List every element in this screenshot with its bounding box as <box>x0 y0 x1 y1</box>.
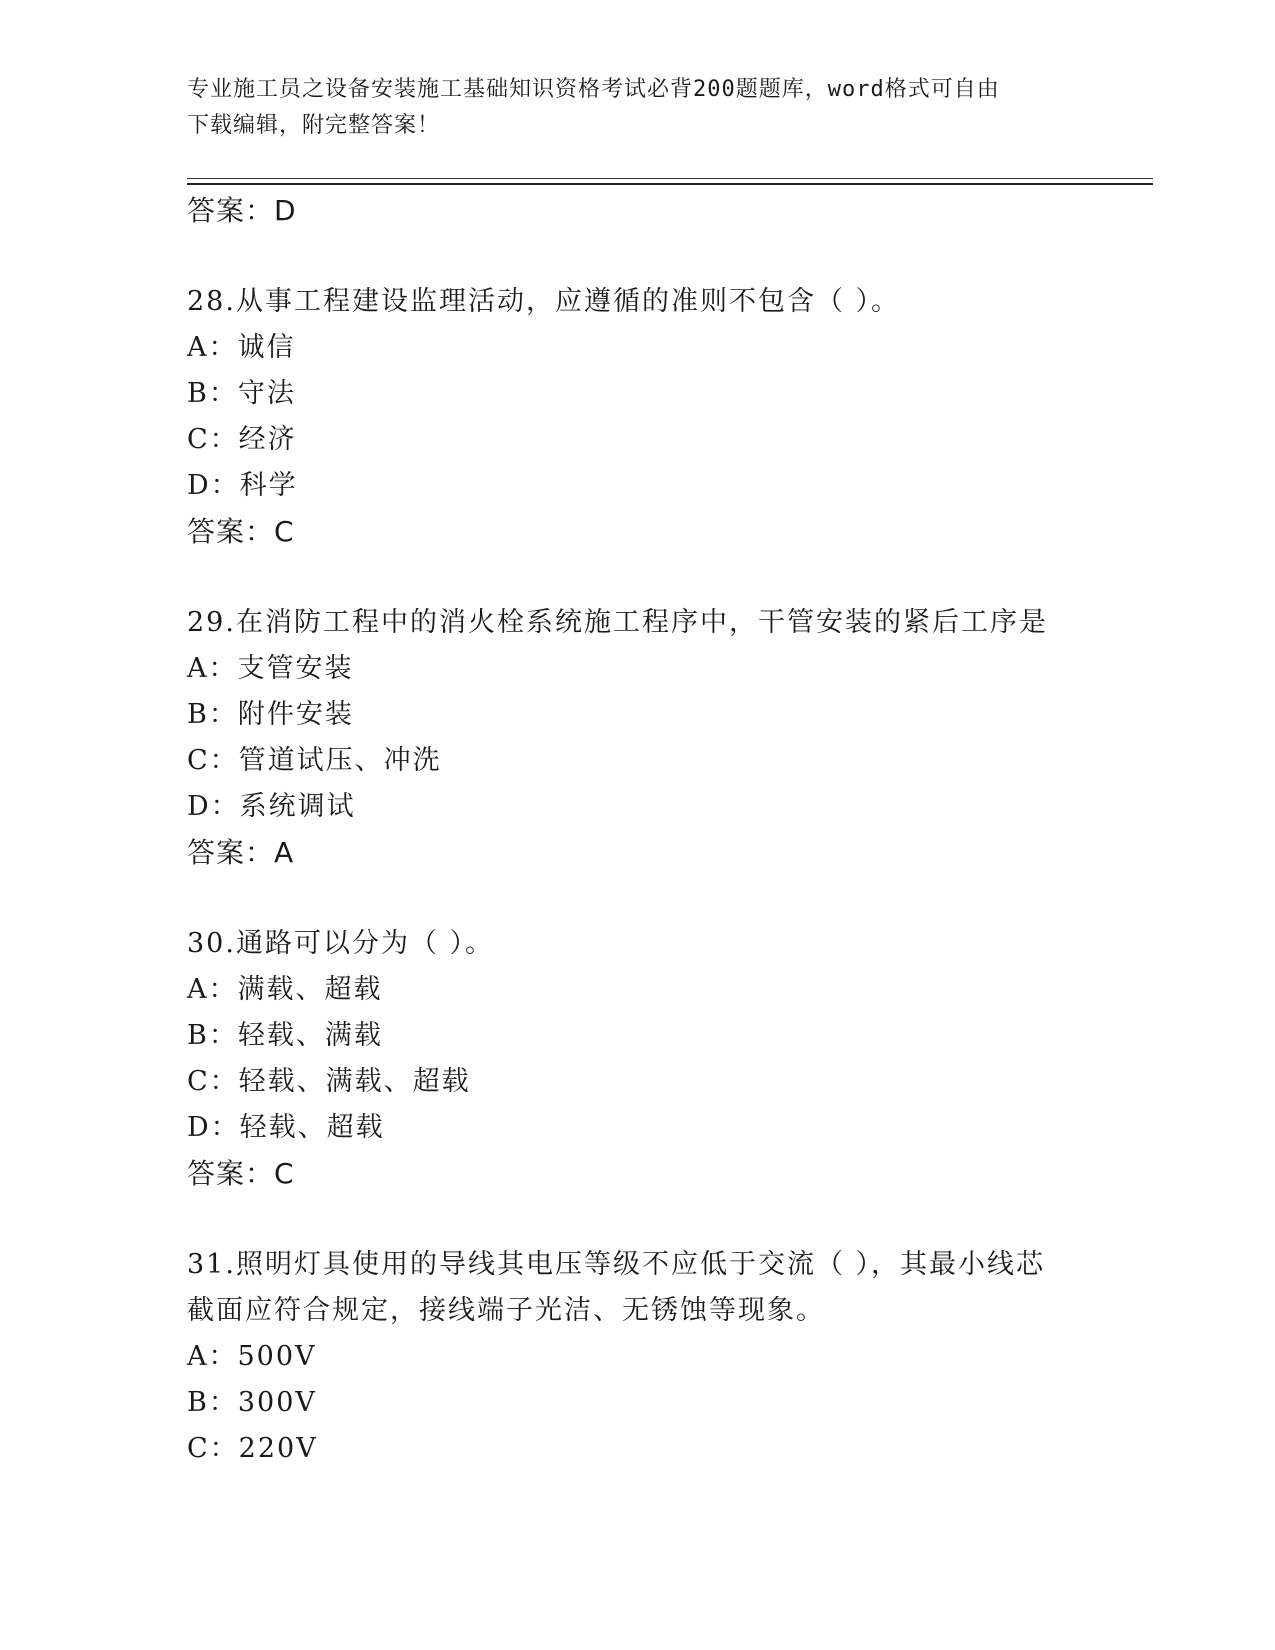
spacer <box>187 234 1147 279</box>
question-list <box>187 188 1147 1472</box>
question-text: 31.照明灯具使用的导线其电压等级不应低于交流（ ），其最小线芯 <box>187 1249 1046 1280</box>
option-a: A：诚信 <box>187 332 296 363</box>
previous-answer: 答案：D <box>187 194 297 227</box>
header-line-2: 下载编辑，附完整答案！ <box>187 113 441 138</box>
question-block <box>187 600 1147 876</box>
question-text: 29.在消防工程中的消火栓系统施工程序中，干管安装的紧后工序是 <box>187 607 1048 638</box>
question-text: 28.从事工程建设监理活动，应遵循的准则不包含（ ）。 <box>187 286 901 317</box>
option-b: B：附件安装 <box>187 699 354 730</box>
option-b: B：300V <box>187 1387 317 1418</box>
option-b: B：轻载、满载 <box>187 1020 383 1051</box>
spacer <box>187 555 1147 600</box>
option-d: D：系统调试 <box>187 791 356 822</box>
header-divider-thick <box>187 183 1153 185</box>
option-a: A：满载、超载 <box>187 974 383 1005</box>
option-b: B：守法 <box>187 378 296 409</box>
option-a: A：500V <box>187 1341 317 1372</box>
option-c: C：经济 <box>187 424 297 455</box>
question-text: 30.通路可以分为（ ）。 <box>187 928 495 959</box>
option-c: C：管道试压、冲洗 <box>187 745 442 776</box>
answer-line: 答案：C <box>187 515 295 548</box>
answer-line: 答案：A <box>187 836 295 869</box>
option-d: D：科学 <box>187 470 298 501</box>
question-block <box>187 1242 1147 1472</box>
option-c: C：220V <box>187 1433 318 1464</box>
spacer <box>187 876 1147 921</box>
option-d: D：轻载、超载 <box>187 1112 385 1143</box>
option-a: A：支管安装 <box>187 653 354 684</box>
answer-line: 答案：C <box>187 1157 295 1190</box>
spacer <box>187 1197 1147 1242</box>
option-c: C：轻载、满载、超载 <box>187 1066 471 1097</box>
header-divider <box>187 178 1153 179</box>
header-line-1: 专业施工员之设备安装施工基础知识资格考试必背200题题库，word格式可自由 <box>187 77 1000 102</box>
question-text-continued: 截面应符合规定，接线端子光洁、无锈蚀等现象。 <box>187 1295 825 1326</box>
question-block <box>187 279 1147 555</box>
document-header <box>187 72 1087 144</box>
question-block <box>187 921 1147 1197</box>
